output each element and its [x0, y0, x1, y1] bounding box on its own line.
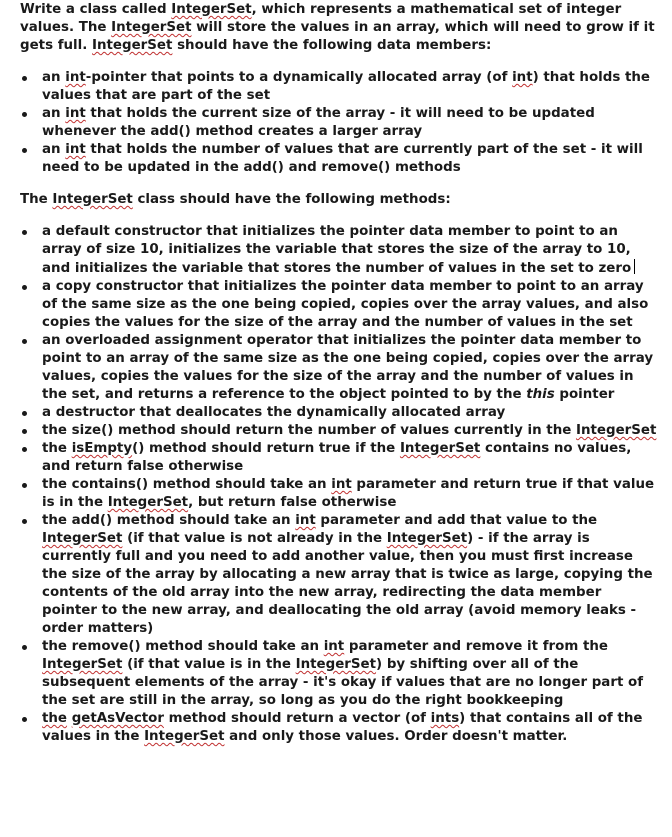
text: will store the values in an array, which will need to grow if it gets full. — [20, 20, 655, 53]
class-name: IntegerSet — [171, 2, 252, 17]
text: Write a class called — [20, 2, 172, 17]
list-item: the add() method should take an int parameter and add that value to the IntegerSet (if that value is not already in the IntegerSet) - if the array is currently full and you need to add another value, then you must first increase the size of the array by allocating a new array that is twice as large, copying the contents of the old array into the new array, redirecting the data member pointer to the new array, and deallocating the old array (avoid memory leaks - order matters) — [20, 512, 658, 638]
intro-paragraph — [20, 1, 658, 55]
list-item: an int that holds the number of values that are currently part of the set - it will need to be updated in the add() and remove() methods — [20, 141, 658, 177]
methods-heading: The IntegerSet class should have the following methods: — [20, 192, 451, 207]
data-members-list — [20, 69, 658, 177]
list-item: the getAsVector method should return a vector (of ints) that contains all of the values in the IntegerSet and only those values. Order doesn't matter. — [20, 710, 658, 746]
list-item: the contains() method should take an int parameter and return true if that value is in the IntegerSet, but return false otherwise — [20, 476, 658, 512]
keyword-int: int — [65, 70, 86, 85]
methods-list — [20, 223, 658, 746]
method-name: isEmpty — [71, 441, 133, 456]
list-item: an overloaded assignment operator that initializes the pointer data member to point to an array of the same size as the one being copied, copies over the array values, copies the values for the size of the array and the number of values in the set, and returns a reference to the object pointed to by the this pointer — [20, 332, 658, 404]
list-item: a default constructor that initializes the pointer data member to point to an array of size 10, initializes the variable that stores the size of the array to 10, and initializes the variable that stores the number of values in the set to zero — [20, 223, 658, 278]
class-name: IntegerSet — [399, 441, 481, 456]
list-item: the size() method should return the number of values currently in the IntegerSet — [20, 422, 658, 440]
keyword-int: int — [295, 513, 316, 528]
text: should have the following data members: — [172, 38, 492, 53]
list-item: a copy constructor that initializes the pointer data member to point to an array of the same size as the one being copied, copies over the array values, and also copies the values for the size of the array and the number of values in the set — [20, 278, 658, 332]
class-name: IntegerSet — [386, 531, 468, 546]
keyword-this: this — [526, 387, 555, 402]
document-page — [0, 1, 672, 746]
keyword-int: int — [65, 106, 86, 121]
class-name: IntegerSet — [92, 38, 173, 53]
text-cursor — [634, 259, 635, 274]
list-item: the isEmpty() method should return true if the IntegerSet contains no values, and return false otherwise — [20, 440, 658, 476]
keyword-int: int — [65, 142, 86, 157]
keyword-int: int — [331, 477, 352, 492]
text: , which represents a mathematical set of integer values. The — [20, 2, 622, 35]
list-item: an int-pointer that points to a dynamically allocated array (of int) that holds the values that are part of the set — [20, 69, 658, 105]
class-name: IntegerSet — [111, 20, 192, 35]
class-name: IntegerSet — [42, 657, 123, 672]
keyword-int: int — [323, 639, 345, 654]
class-name: IntegerSet — [42, 531, 123, 546]
class-name: IntegerSet — [575, 423, 657, 438]
list-item: the remove() method should take an int parameter and remove it from the IntegerSet (if that value is in the IntegerSet) by shifting over all of the subsequent elements of the array - it's okay if values that are no longer part of the set are still in the array, so long as you do the right bookkeeping — [20, 638, 658, 710]
class-name: IntegerSet — [107, 495, 189, 510]
keyword-int: int — [512, 70, 533, 85]
method-name: getAsVector — [71, 711, 164, 726]
list-item: a destructor that deallocates the dynamically allocated array — [20, 404, 658, 422]
class-name: IntegerSet — [52, 192, 133, 207]
class-name: IntegerSet — [144, 729, 225, 744]
list-item: an int that holds the current size of the array - it will need to be updated whenever the add() method creates a larger array — [20, 105, 658, 141]
keyword-ints: ints — [430, 711, 460, 726]
class-name: IntegerSet — [295, 657, 377, 672]
